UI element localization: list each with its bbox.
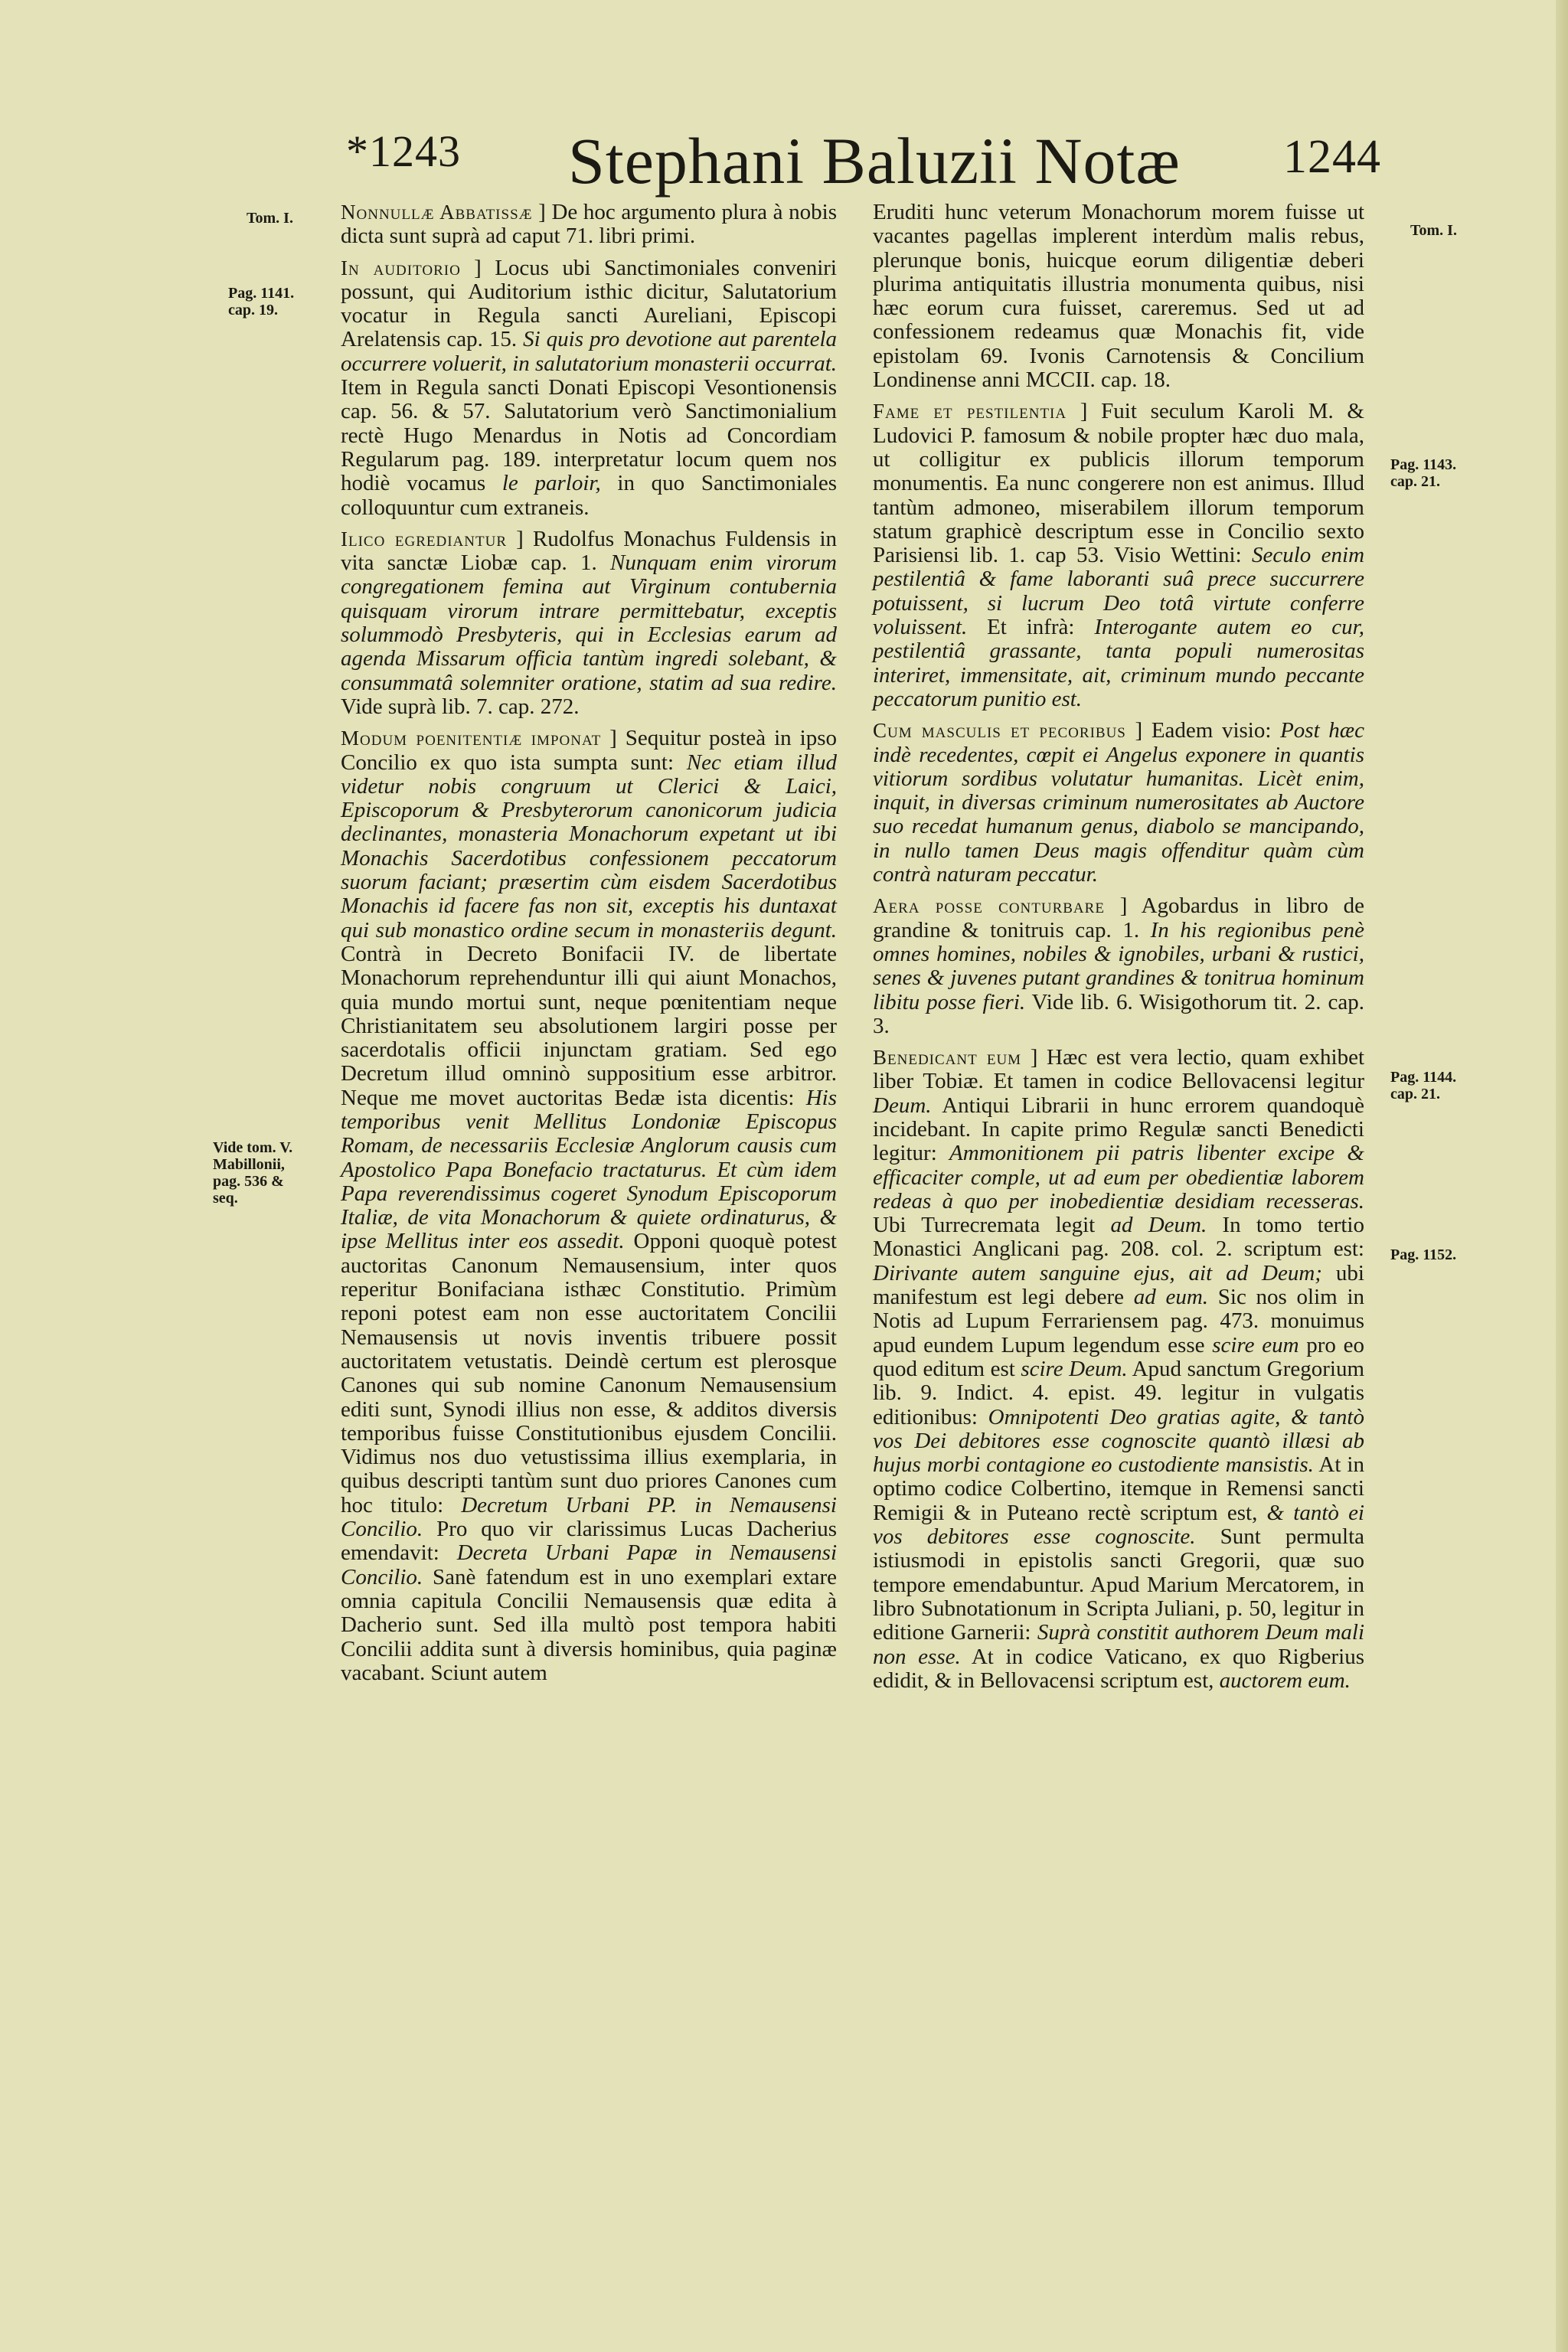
- margin-note-pag-1144: Pag. 1144. cap. 21.: [1390, 1069, 1457, 1102]
- note-lemma: Fame et pestilentia: [873, 400, 1067, 423]
- quoted-text: Decretum Urbani PP. in Nemausensi Concilio.: [341, 1492, 837, 1542]
- left-text-column: [341, 201, 837, 1685]
- quoted-text: & tantò ei vos debitores esse cognoscite.: [873, 1500, 1364, 1550]
- note-entry: [341, 201, 837, 249]
- running-header: [0, 115, 1568, 199]
- note-text: Sanè fatendum est in uno exemplari extare omnia capitula Concilii Nemausensis quæ edita à Dacherio sunt. Sed illa multò post tempora habiti Concilii addita sunt à diversis hominibus, quia paginæ vacabant. Sciunt autem: [341, 1564, 837, 1685]
- note-entry: [873, 719, 1364, 887]
- margin-note-tom-left: Tom. I.: [247, 210, 293, 227]
- note-text: At in optimo codice Colbertino, itemque in Remensi sancti Remigii & in Puteano rectè scriptum est,: [873, 1452, 1364, 1525]
- quoted-text: Interogante autem eo cur, pestilentiâ grassante, tanta populi numerositas interiret, immensitate, ait, criminum mundo peccante peccatorum punitio est.: [873, 615, 1364, 711]
- quoted-text: ad Deum.: [1110, 1213, 1207, 1238]
- note-text: ] Rudolfus Monachus Fuldensis in vita sanctæ Liobæ cap. 1.: [341, 526, 838, 576]
- note-entry: [873, 400, 1364, 711]
- quoted-text: Nec etiam illud videtur nobis congruum ut Clerici & Laici, Episcoporum & Presbyterorum canonicorum judicia declinantes, monasteria Monachorum expetant ut ibi Monachis Sacerdotibus confessionem peccatorum suorum faciant; præsertim cùm eisdem Sacerdotibus Monachis id facere fas non sit, exceptis his duntaxat qui sub monastico ordine secum in monasteriis degunt.: [341, 750, 838, 942]
- quoted-text: auctorem eum.: [1219, 1668, 1351, 1693]
- note-text: At in codice Vaticano, ex quo Rigberius edidit, & in Bellovacensi scriptum est,: [873, 1644, 1364, 1693]
- quoted-text: Ammonitionem pii patris libenter excipe & efficaciter comple, ut ad eum per obedientiæ laborem redeas à quo per inobedientiæ desidiam recesseras.: [873, 1141, 1364, 1214]
- note-text: Antiqui Librarii in hunc errorem quandoquè incidebant. In capite primo Regulæ sancti Benedicti legitur:: [873, 1093, 1364, 1166]
- margin-note-pag-1152: Pag. 1152.: [1390, 1246, 1457, 1263]
- note-text: ] De hoc argumento plura à nobis dicta sunt suprà ad caput 71. libri primi.: [341, 200, 838, 249]
- right-text-column: [873, 201, 1364, 1693]
- margin-note-vide-mabillon: Vide tom. V. Mabillonii, pag. 536 & seq.: [213, 1139, 293, 1207]
- note-lemma: Benedicant eum: [873, 1046, 1022, 1070]
- running-title: Stephani Baluzii Notæ: [568, 124, 1181, 198]
- page-edge: [1556, 0, 1568, 2352]
- note-text: Pro quo vir clarissimus Lucas Dacherius emendavit:: [341, 1517, 837, 1566]
- note-entry: [873, 894, 1364, 1038]
- quoted-text: Deum.: [873, 1093, 932, 1118]
- margin-note-pag-1143: Pag. 1143. cap. 21.: [1390, 456, 1457, 490]
- quoted-text: Dirivante autem sanguine ejus, ait ad Deum;: [873, 1260, 1322, 1285]
- note-text: Ubi Turrecremata legit: [873, 1213, 1111, 1238]
- note-text: ubi manifestum est legi debere: [873, 1260, 1364, 1310]
- note-text: Et infrà:: [967, 615, 1095, 640]
- quoted-text: scire Deum.: [1021, 1356, 1128, 1381]
- note-text: ] Agobardus in libro de grandine & tonitruis cap. 1.: [873, 893, 1364, 942]
- note-text: pro eo quod editum est: [873, 1332, 1364, 1381]
- note-entry: [341, 727, 837, 1685]
- note-text: in quo Sanctimoniales colloquuntur cum extraneis.: [341, 471, 838, 520]
- note-entry: [341, 528, 837, 719]
- quoted-text: Decreta Urbani Papæ in Nemausensi Concilio.: [341, 1540, 837, 1589]
- quoted-text: ad eum.: [1133, 1285, 1209, 1310]
- left-page-number: *1243: [346, 126, 461, 176]
- note-text: Sunt permulta istiusmodi in epistolis sancti Gregorii, quæ suo tempore emendabuntur. Apud Marium Mercatorem, in libro Subnotationum in Scripta Juliani, p. 50, legitur in editione Garnerii:: [873, 1524, 1364, 1645]
- quoted-text: scire eum: [1212, 1332, 1299, 1357]
- margin-note-tom-right: Tom. I.: [1410, 222, 1457, 239]
- note-lemma: In auditorio: [341, 256, 461, 279]
- note-text: Vide suprà lib. 7. cap. 272.: [341, 694, 580, 719]
- note-text: Vide lib. 6. Wisigothorum tit. 2. cap. 3.: [873, 989, 1364, 1038]
- note-lemma: Modum poenitentiæ imponat: [341, 727, 602, 750]
- note-text: Apud sanctum Gregorium lib. 9. Indict. 4. epist. 49. legitur in vulgatis editionibus:: [873, 1356, 1364, 1429]
- note-text: ] Hæc est vera lectio, quam exhibet liber Tobiæ. Et tamen in codice Bellovacensi legitur: [873, 1045, 1364, 1094]
- right-page-number: 1244: [1283, 131, 1381, 183]
- quoted-text: In his regionibus penè omnes homines, nobiles & ignobiles, urbani & rustici, senes & juvenes putant grandines & tonitrua hominum libitu posse fieri.: [873, 917, 1364, 1014]
- quoted-text: le parloir,: [501, 471, 601, 496]
- quoted-text: Suprà constitit authorem Deum mali non esse.: [873, 1620, 1365, 1669]
- note-text: ] Locus ubi Sanctimoniales conveniri possunt, qui Auditorium isthic dicitur, Salutatorium vocatur in Regula sancti Aureliani, Episcopi Arelatensis cap. 15.: [341, 255, 837, 352]
- quoted-text: His temporibus venit Mellitus Londoniæ Episcopus Romam, de necessariis Ecclesiæ Anglorum causis cum Apostolico Papa Bonefacio tractaturus. Et cùm idem Papa reverendissimus cogeret Synodum Episcoporum Italiæ, de vita Monachorum & quiete ordinaturus, & ipse Mellitus inter eos assedit.: [341, 1085, 837, 1254]
- quoted-text: Seculo enim pestilentiâ & fame laboranti suâ prece succurrere potuissent, si lucrum Deo totâ virtute conferre voluissent.: [873, 543, 1365, 640]
- note-lemma: Aera posse conturbare: [873, 894, 1105, 918]
- note-text: Eruditi hunc veterum Monachorum morem fuisse ut vacantes pagellas implerent interdùm malis rebus, plerunque bonis, huicque eorum diligentiæ deberi plurima antiquitatis illustria monumenta quibus, nisi hæc eorum cura fuisset, careremus. Sed ut ad confessionem redeamus quæ Monachis fit, vide epistolam 69. Ivonis Carnotensis & Concilium Londinense anni MCCII. cap. 18.: [873, 200, 1364, 393]
- note-entry: [341, 256, 837, 520]
- quoted-text: Nunquam enim virorum congregationem femina aut Virginum contubernia quisquam virorum intrare permittebatur, exceptis solummodò Presbyteris, qui in Ecclesias earum ad agenda Missarum officia tantùm ingredi solebant, & consummatâ solemniter oratione, statim ad sua redire.: [341, 550, 837, 695]
- quoted-text: Omnipotenti Deo gratias agite, & tantò vos Dei debitores esse cognoscite quantò illæsi ab hujus morbi contagione eo custodiente mansistis.: [873, 1404, 1364, 1478]
- note-text: ] Sequitur posteà in ipso Concilio ex quo ista sumpta sunt:: [341, 726, 837, 775]
- note-text: In tomo tertio Monastici Anglicani pag. 208. col. 2. scriptum est:: [873, 1213, 1364, 1262]
- note-lemma: Ilico egrediantur: [341, 527, 508, 550]
- note-text: ] Fuit seculum Karoli M. & Ludovici P. famosum & nobile propter hæc duo mala, ut colligitur ex publicis illorum temporum monumentis. Ea nunc congerere non est animus. Illud tantùm admoneo, miserabilem illorum temporum statum graphicè descriptum esse in Concilio sexto Parisiensi lib. 1. cap 53. Visio Wettini:: [873, 399, 1364, 568]
- note-entry: [873, 1046, 1364, 1693]
- note-text: ] Eadem visio:: [1125, 718, 1281, 743]
- quoted-text: Si quis pro devotione aut parentela occurrere voluerit, in salutatorium monasterii occurrat.: [341, 327, 837, 376]
- note-entry: [873, 201, 1364, 392]
- note-lemma: Cum masculis et pecoribus: [873, 719, 1126, 743]
- quoted-text: Post hæc indè recedentes, cœpit ei Angelus exponere in quantis vitiorum sordibus volutatur humanitas. Licèt enim, inquit, in diversas criminum numerositates ab Auctore suo recedat humanum genus, diabolo se mancipando, in nullo tamen Deus magis offenditur quàm cùm contrà naturam peccatur.: [873, 718, 1364, 887]
- note-text: Opponi quoquè potest auctoritas Canonum Nemausensium, inter quos reperitur Bonifaciana isthæc Constitutio. Primùm reponi potest eam non esse auctoritatem Concilii Nemausensis ut novis inventis tribuere possit auctoritatem vetustatis. Deindè certum est plerosque Canones qui sub nomine Canonum Nemausensium editi sunt, Synodi illius non esse, & additos diversis temporibus fuisse Constitutionibus ejusdem Concilii. Vidimus nos duo vetustissima illius exemplaria, in quibus descripti tantùm sunt duo priores Canones cum hoc titulo:: [341, 1229, 837, 1517]
- margin-note-pag-left: Pag. 1141. cap. 19.: [228, 285, 295, 318]
- note-lemma: Nonnullæ Abbatissæ: [341, 201, 533, 224]
- note-text: Contrà in Decreto Bonifacii IV. de libertate Monachorum reprehenduntur illi qui aiunt Monachos, quia mundo mortui sunt, neque pœnitentiam neque Christianitatem seu absolutionem largiri posse per sacerdotalis officii injunctam gratiam. Sed ego Decretum illud omninò suppositium esse arbitror. Neque me movet auctoritas Bedæ ista dicentis:: [341, 941, 837, 1110]
- note-text: Sic nos olim in Notis ad Lupum Ferrariensem pag. 473. monuimus apud eundem Lupum legendum esse: [873, 1285, 1365, 1357]
- note-text: Item in Regula sancti Donati Episcopi Vesontionensis cap. 56. & 57. Salutatorium verò Sanctimonialium rectè Hugo Menardus in Notis ad Concordiam Regularum pag. 189. interpretatur locum quem nos hodiè vocamus: [341, 375, 837, 496]
